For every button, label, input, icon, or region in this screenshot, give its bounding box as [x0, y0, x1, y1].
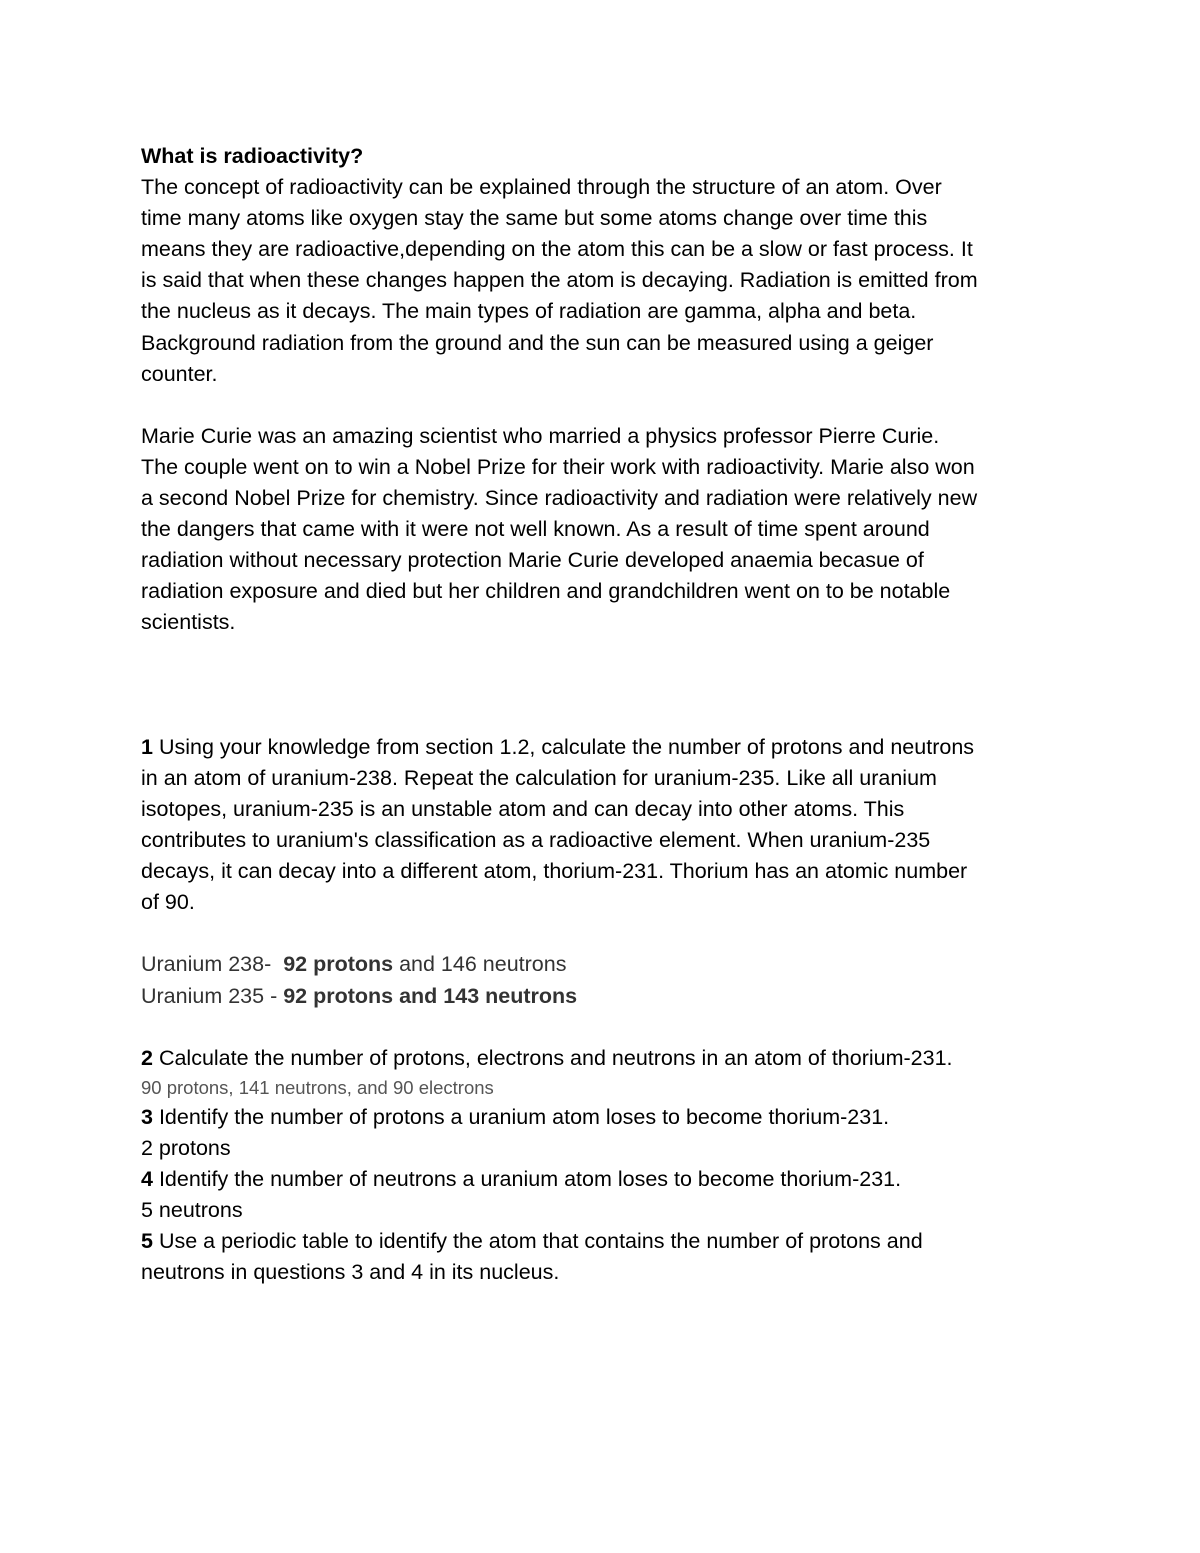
paragraph-line: the dangers that came with it were not well known. As a result of time spent around	[141, 517, 930, 542]
question-number: 2	[141, 1045, 153, 1070]
curie-paragraph	[141, 421, 1071, 639]
answer-1	[141, 949, 1071, 1011]
question-text: Use a periodic table to identify the atom that contains the number of protons and	[152, 1229, 923, 1254]
document-page	[141, 141, 1071, 1288]
spacer	[141, 390, 1071, 421]
heading: What is radioactivity?	[141, 144, 364, 168]
paragraph-line: the nucleus as it decays. The main types of radiation are gamma, alpha and beta.	[141, 299, 917, 324]
paragraph-line: counter.	[141, 361, 218, 386]
question-line: contributes to uranium's classification as a radioactive element. When uranium-235	[141, 828, 931, 853]
spacer	[141, 639, 1071, 732]
question-5	[141, 1226, 1071, 1288]
question-4	[141, 1164, 1071, 1226]
question-2	[141, 1043, 1071, 1102]
question-number: 1	[141, 734, 153, 759]
question-number: 4	[141, 1167, 153, 1192]
question-number: 5	[141, 1229, 153, 1254]
paragraph-line: radiation exposure and died but her children and grandchildren went on to be notable	[141, 579, 951, 604]
answer-3: 2 protons	[141, 1135, 231, 1160]
answer-line-u235: Uranium 235 - 92 protons and 143 neutrons	[141, 983, 578, 1008]
paragraph-line: The concept of radioactivity can be explained through the structure of an atom. Over	[141, 175, 942, 200]
question-line: neutrons in questions 3 and 4 in its nucleus.	[141, 1260, 560, 1285]
question-3	[141, 1102, 1071, 1164]
question-line: of 90.	[141, 890, 195, 915]
spacer	[141, 918, 1071, 949]
question-text: Calculate the number of protons, electrons and neutrons in an atom of thorium-231.	[152, 1045, 953, 1070]
question-1	[141, 732, 1071, 919]
question-text: Identify the number of neutrons a uranium atom loses to become thorium-231.	[152, 1167, 902, 1192]
answer-2: 90 protons, 141 neutrons, and 90 electrons	[141, 1076, 494, 1098]
paragraph-line: Marie Curie was an amazing scientist who married a physics professor Pierre Curie.	[141, 423, 940, 448]
question-line: in an atom of uranium-238. Repeat the calculation for uranium-235. Like all uranium	[141, 765, 937, 790]
paragraph-line: is said that when these changes happen the atom is decaying. Radiation is emitted from	[141, 268, 978, 293]
paragraph-line: radiation without necessary protection Marie Curie developed anaemia becasue of	[141, 548, 924, 573]
question-text: Using your knowledge from section 1.2, calculate the number of protons and neutrons	[152, 734, 975, 759]
question-line: decays, it can decay into a different atom, thorium-231. Thorium has an atomic number	[141, 859, 968, 884]
answer-line-u238: Uranium 238- 92 protons and 146 neutrons	[141, 952, 567, 977]
question-number: 3	[141, 1104, 153, 1129]
paragraph-line: The couple went on to win a Nobel Prize for their work with radioactivity. Marie also won	[141, 454, 975, 479]
paragraph-line: time many atoms like oxygen stay the same but some atoms change over time this	[141, 206, 928, 231]
paragraph-line: Background radiation from the ground and the sun can be measured using a geiger	[141, 330, 934, 355]
question-text: Identify the number of protons a uranium atom loses to become thorium-231.	[152, 1104, 890, 1129]
paragraph-line: scientists.	[141, 610, 236, 635]
intro-paragraph	[141, 172, 1071, 390]
spacer	[141, 1012, 1071, 1043]
answer-4: 5 neutrons	[141, 1198, 243, 1223]
paragraph-line: a second Nobel Prize for chemistry. Since radioactivity and radiation were relatively new	[141, 486, 978, 511]
paragraph-line: means they are radioactive,depending on the atom this can be a slow or fast process. It	[141, 237, 973, 262]
question-line: isotopes, uranium-235 is an unstable atom and can decay into other atoms. This	[141, 796, 905, 821]
